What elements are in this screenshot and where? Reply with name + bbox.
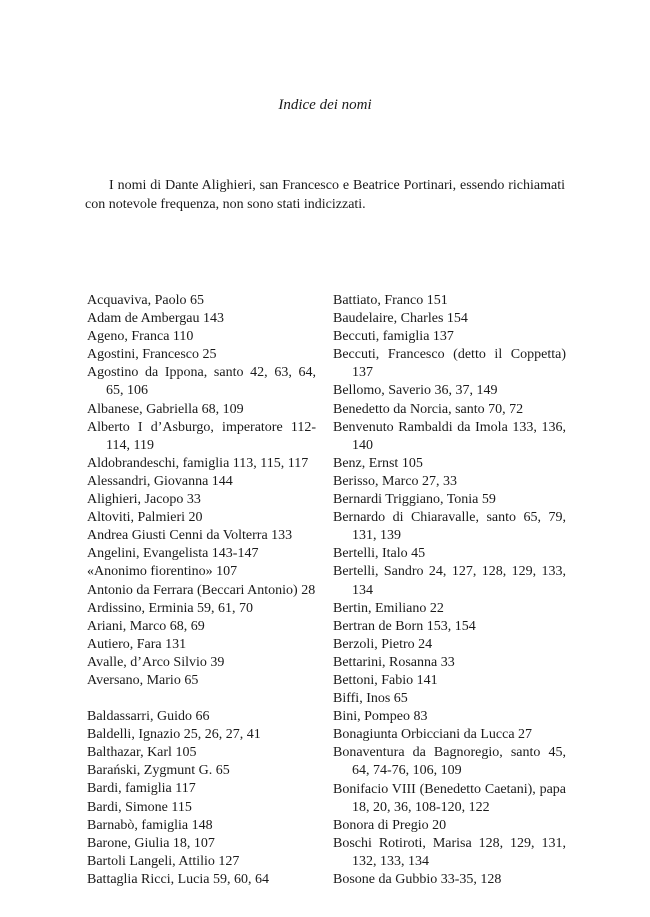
index-entry: Ariani, Marco 68, 69 xyxy=(87,618,205,634)
index-entry: Autiero, Fara 131 xyxy=(87,636,187,652)
index-entry: Bosone da Gubbio 33-35, 128 xyxy=(333,872,502,887)
index-entry: Bonaventura da Bagnoregio, santo 45, 64, 74-76, 106, 109 xyxy=(333,745,566,779)
index-entry: Aversano, Mario 65 xyxy=(87,672,199,688)
index-entry: Altoviti, Palmieri 20 xyxy=(87,510,203,526)
index-entry: Baldelli, Ignazio 25, 26, 27, 41 xyxy=(87,727,261,743)
index-entry: Andrea Giusti Cenni da Volterra 133 xyxy=(87,528,293,544)
index-entry: Alighieri, Jacopo 33 xyxy=(87,492,201,508)
index-entry: Bardi, Simone 115 xyxy=(87,799,192,815)
index-entry: «Anonimo fiorentino» 107 xyxy=(87,564,238,580)
index-entry: Bertran de Born 153, 154 xyxy=(333,618,476,634)
index-entry: Bonifacio VIII (Benedetto Caetani), papa 18, 20, 36, 108-120, 122 xyxy=(333,781,566,815)
index-column-right xyxy=(333,292,566,889)
index-group-b xyxy=(87,708,316,889)
index-entry: Bernardo di Chiaravalle, santo 65, 79, 131, 139 xyxy=(333,510,566,544)
index-entry: Agostino da Ippona, santo 42, 63, 64, 65, 106 xyxy=(87,365,316,399)
index-entry: Albanese, Gabriella 68, 109 xyxy=(87,401,244,417)
index-entry: Bini, Pompeo 83 xyxy=(333,709,428,725)
index-entry: Bettarini, Rosanna 33 xyxy=(333,654,455,670)
index-entry: Barnabò, famiglia 148 xyxy=(87,817,213,833)
index-entry: Biffi, Inos 65 xyxy=(333,691,408,707)
index-entry: Bernardi Triggiano, Tonia 59 xyxy=(333,492,496,508)
index-entry: Bardi, famiglia 117 xyxy=(87,781,196,797)
index-entry: Alessandri, Giovanna 144 xyxy=(87,473,233,489)
index-entry: Acquaviva, Paolo 65 xyxy=(87,293,205,308)
index-column-left xyxy=(87,292,316,889)
index-entry: Battaglia Ricci, Lucia 59, 60, 64 xyxy=(87,871,269,887)
index-group-a xyxy=(87,292,316,690)
index-entry: Aldobrandeschi, famiglia 113, 115, 117 xyxy=(87,455,309,471)
index-entry: Beccuti, famiglia 137 xyxy=(333,329,454,345)
index-entry: Ageno, Franca 110 xyxy=(87,329,194,345)
index-entry: Baldassarri, Guido 66 xyxy=(87,709,210,725)
index-entry: Benedetto da Norcia, santo 70, 72 xyxy=(333,401,524,417)
group-separator xyxy=(87,690,316,708)
index-entry: Boschi Rotiroti, Marisa 128, 129, 131, 132, 133, 134 xyxy=(333,835,566,869)
index-entry: Baudelaire, Charles 154 xyxy=(333,311,468,327)
index-entry: Barone, Giulia 18, 107 xyxy=(87,835,215,851)
index-entry: Benvenuto Rambaldi da Imola 133, 136, 140 xyxy=(333,419,566,453)
index-entry: Antonio da Ferrara (Beccari Antonio) 28 xyxy=(87,582,316,598)
index-entry: Battiato, Franco 151 xyxy=(333,293,448,308)
index-entry: Berisso, Marco 27, 33 xyxy=(333,473,458,489)
page-title: Indice dei nomi xyxy=(278,97,372,113)
index-entry: Barański, Zygmunt G. 65 xyxy=(87,763,230,779)
index-entry: Adam de Ambergau 143 xyxy=(87,311,224,327)
index-entry: Bellomo, Saverio 36, 37, 149 xyxy=(333,383,498,399)
index-entry: Berzoli, Pietro 24 xyxy=(333,636,433,652)
index-entry: Bertin, Emiliano 22 xyxy=(333,600,444,616)
index-entry: Bettoni, Fabio 141 xyxy=(333,672,438,688)
index-entry: Angelini, Evangelista 143-147 xyxy=(87,546,259,562)
index-entry: Beccuti, Francesco (detto il Coppetta) 137 xyxy=(333,347,566,381)
intro-paragraph: I nomi di Dante Alighieri, san Francesco e Beatrice Portinari, essendo richiamati con notevole frequenza, non sono stati indicizzati. xyxy=(85,178,565,212)
index-entry: Ardissino, Erminia 59, 61, 70 xyxy=(87,600,254,616)
index-entry: Bartoli Langeli, Attilio 127 xyxy=(87,853,240,869)
index-entry: Bertelli, Italo 45 xyxy=(333,546,426,562)
index-entry: Bonora di Pregio 20 xyxy=(333,817,447,833)
index-entry: Bonagiunta Orbicciani da Lucca 27 xyxy=(333,727,533,743)
index-entry: Balthazar, Karl 105 xyxy=(87,745,197,761)
index-entry: Benz, Ernst 105 xyxy=(333,455,423,471)
index-entry: Avalle, d’Arco Silvio 39 xyxy=(87,654,225,670)
index-entry: Bertelli, Sandro 24, 127, 128, 129, 133, 134 xyxy=(333,564,566,598)
index-entry: Agostini, Francesco 25 xyxy=(87,347,217,363)
index-entry: Alberto I d’Asburgo, imperatore 112-114, 119 xyxy=(87,419,316,453)
